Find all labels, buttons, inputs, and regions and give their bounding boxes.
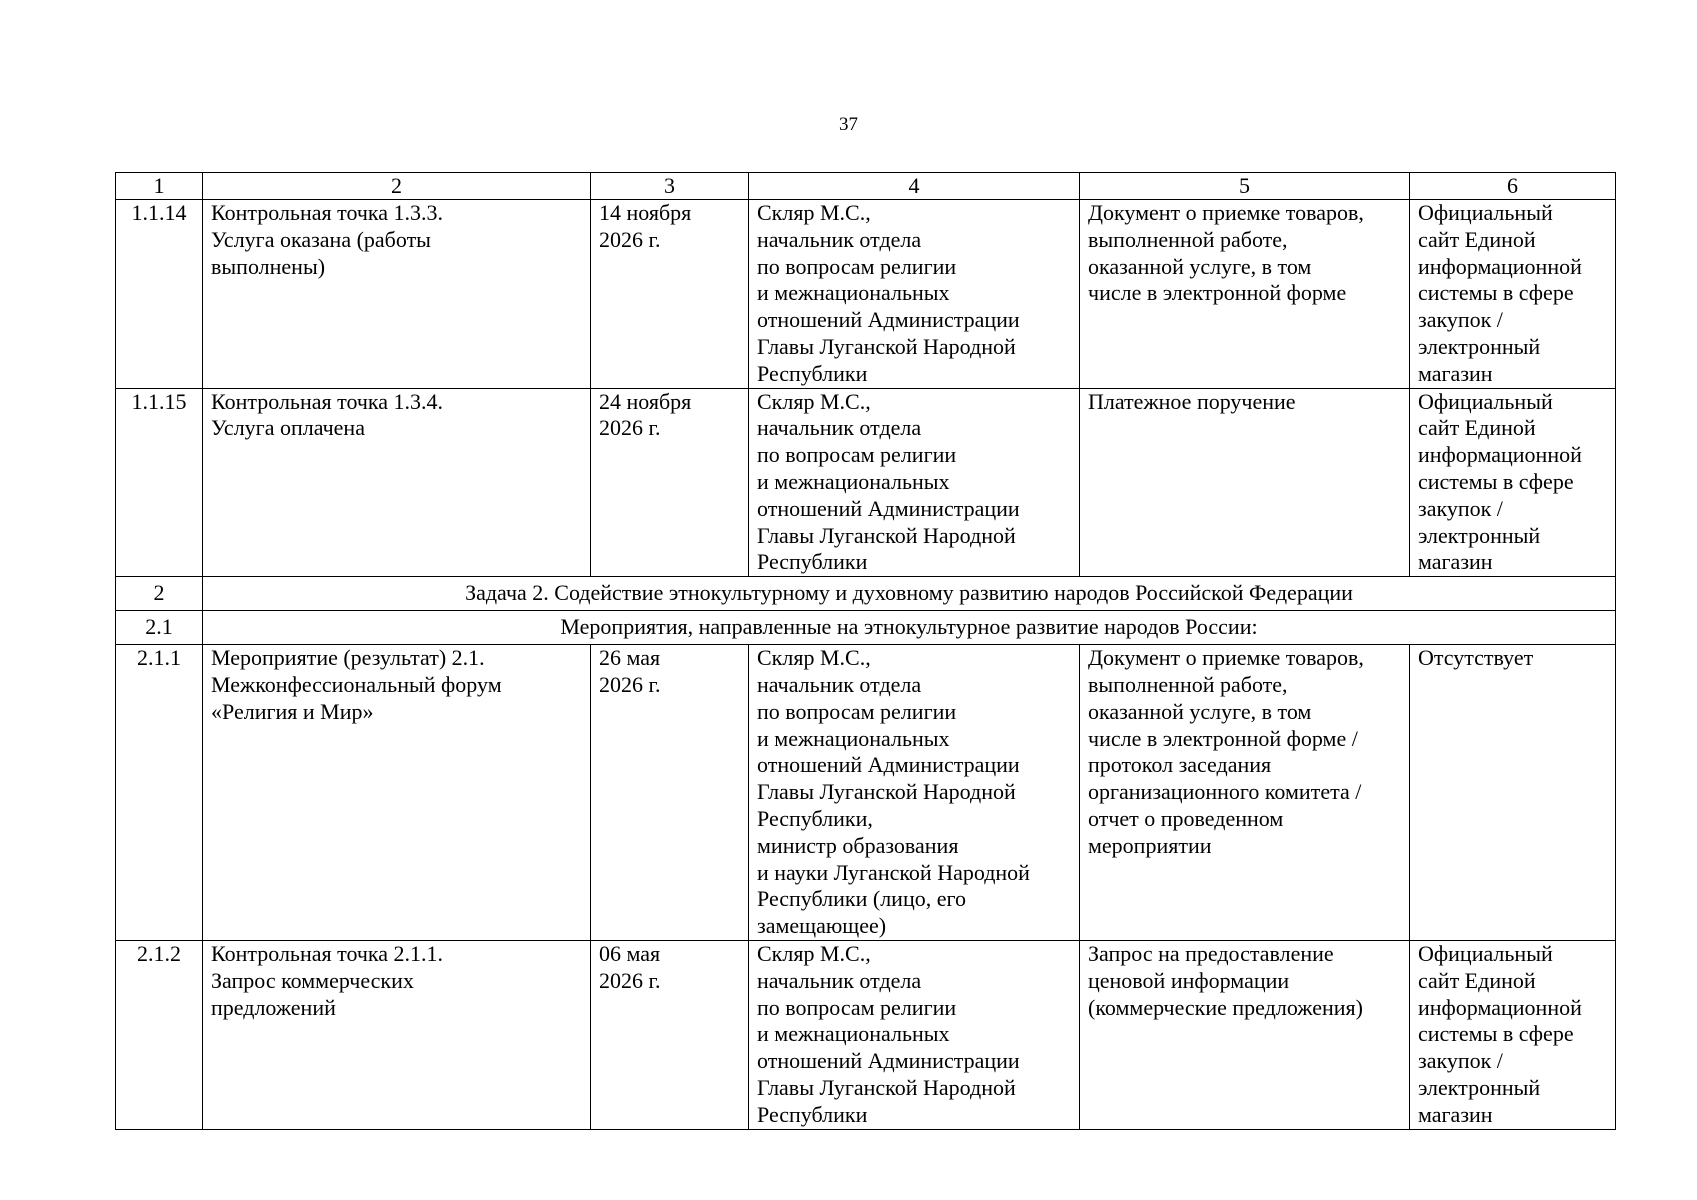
row-date: 24 ноября 2026 г. [591, 388, 749, 577]
row-date: 14 ноября 2026 г. [591, 200, 749, 389]
row-date: 26 мая 2026 г. [591, 645, 749, 941]
row-document: Платежное поручение [1080, 388, 1410, 577]
row-number: 1.1.15 [116, 388, 203, 577]
subtask-row [116, 611, 1616, 645]
header-cell-6: 6 [1410, 173, 1616, 200]
table-row [116, 645, 1616, 941]
row-document: Запрос на предоставление ценовой информации (коммерческие предложения) [1080, 940, 1410, 1129]
row-responsible: Скляр М.С., начальник отдела по вопросам религии и межнациональных отношений Администрации Главы Луганской Народной Республики [749, 200, 1080, 389]
row-number: 2.1.2 [116, 940, 203, 1129]
row-number: 1.1.14 [116, 200, 203, 389]
page-number: 37 [839, 114, 858, 135]
row-date: 06 мая 2026 г. [591, 940, 749, 1129]
header-cell-3: 3 [591, 173, 749, 200]
row-number: 2.1.1 [116, 645, 203, 941]
row-system: Официальный сайт Единой информационной системы в сфере закупок / электронный магазин [1410, 200, 1616, 389]
subtask-number: 2.1 [116, 611, 203, 645]
row-system: Официальный сайт Единой информационной системы в сфере закупок / электронный магазин [1410, 388, 1616, 577]
row-name: Контрольная точка 1.3.3. Услуга оказана (работы выполнены) [203, 200, 591, 389]
header-cell-5: 5 [1080, 173, 1410, 200]
row-name: Контрольная точка 2.1.1. Запрос коммерческих предложений [203, 940, 591, 1129]
row-system: Официальный сайт Единой информационной системы в сфере закупок / электронный магазин [1410, 940, 1616, 1129]
row-document: Документ о приемке товаров, выполненной работе, оказанной услуге, в том числе в электронной форме [1080, 200, 1410, 389]
header-cell-4: 4 [749, 173, 1080, 200]
task-title: Задача 2. Содействие этнокультурному и духовному развитию народов Российской Федерации [203, 577, 1616, 611]
row-responsible: Скляр М.С., начальник отдела по вопросам религии и межнациональных отношений Администрации Главы Луганской Народной Республики [749, 388, 1080, 577]
table-header-row [116, 173, 1616, 200]
subtask-title: Мероприятия, направленные на этнокультурное развитие народов России: [203, 611, 1616, 645]
table-row [116, 200, 1616, 389]
task-row [116, 577, 1616, 611]
header-cell-2: 2 [203, 173, 591, 200]
row-responsible: Скляр М.С., начальник отдела по вопросам религии и межнациональных отношений Администрации Главы Луганской Народной Республики, министр образования и науки Луганской Народной Республики (лицо, его замещающее) [749, 645, 1080, 941]
header-cell-1: 1 [116, 173, 203, 200]
task-number: 2 [116, 577, 203, 611]
table-row [116, 388, 1616, 577]
row-system: Отсутствует [1410, 645, 1616, 941]
row-document: Документ о приемке товаров, выполненной работе, оказанной услуге, в том числе в электронной форме / протокол заседания организационного комитета / отчет о проведенном мероприятии [1080, 645, 1410, 941]
row-name: Мероприятие (результат) 2.1. Межконфессиональный форум «Религия и Мир» [203, 645, 591, 941]
plan-table [115, 172, 1616, 1130]
row-name: Контрольная точка 1.3.4. Услуга оплачена [203, 388, 591, 577]
row-responsible: Скляр М.С., начальник отдела по вопросам религии и межнациональных отношений Администрации Главы Луганской Народной Республики [749, 940, 1080, 1129]
table-row [116, 940, 1616, 1129]
